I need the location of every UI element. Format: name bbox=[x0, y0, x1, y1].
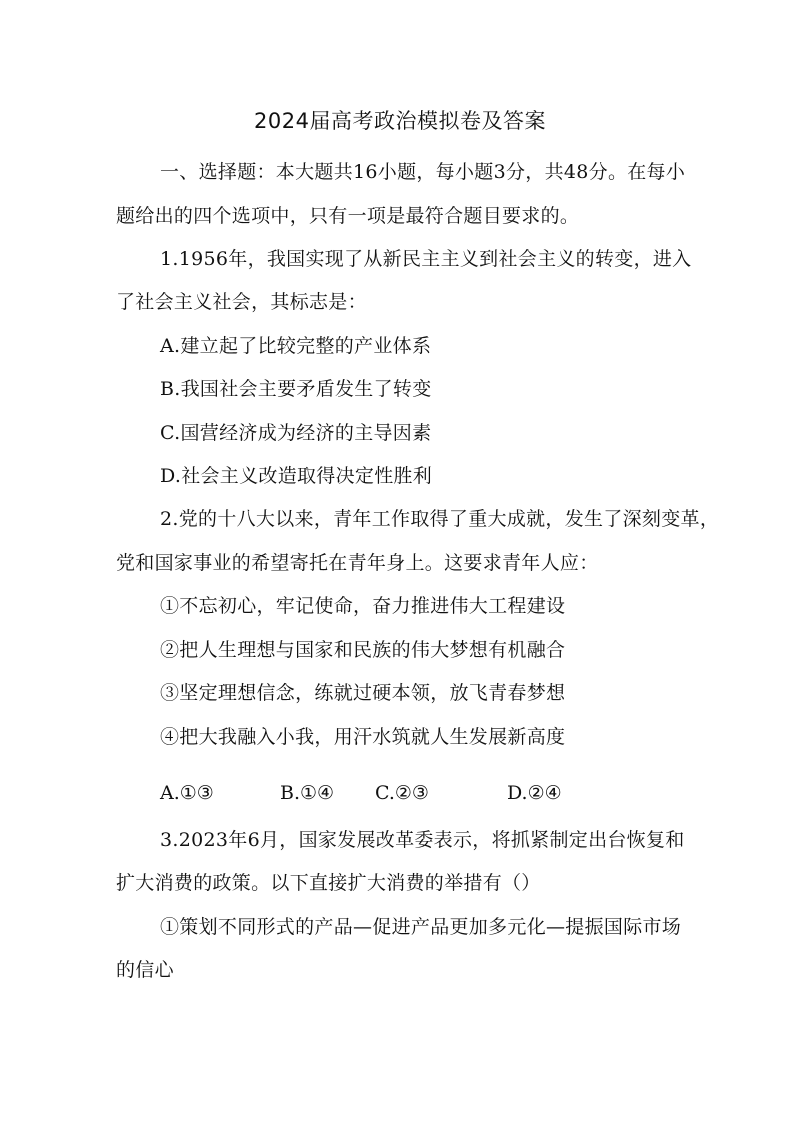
q2-answer-d: D.②④ bbox=[507, 782, 562, 804]
q3-stem-line-1: 3.2023年6月，国家发展改革委表示，将抓紧制定出台恢复和 bbox=[160, 829, 685, 851]
q2-answer-row bbox=[160, 778, 640, 808]
q2-stem-line-1: 2.党的十八大以来，青年工作取得了重大成就，发生了深刻变革， bbox=[160, 508, 720, 530]
q3-statement-1-cont: 的信心 bbox=[116, 959, 174, 981]
q1-option-a: A.建立起了比较完整的产业体系 bbox=[160, 335, 432, 357]
q2-statement-2: ②把人生理想与国家和民族的伟大梦想有机融合 bbox=[160, 639, 566, 661]
q1-stem-line-2: 了社会主义社会，其标志是： bbox=[116, 291, 367, 313]
q2-stem-line-2: 党和国家事业的希望寄托在青年身上。这要求青年人应： bbox=[116, 552, 599, 574]
q2-answer-b: B.①④ bbox=[280, 782, 335, 804]
section-intro-line-1: 一、选择题：本大题共16小题，每小题3分，共48分。在每小 bbox=[160, 161, 686, 183]
q2-statement-3: ③坚定理想信念，练就过硬本领，放飞青春梦想 bbox=[160, 682, 566, 704]
q2-statement-4: ④把大我融入小我，用汗水筑就人生发展新高度 bbox=[160, 726, 566, 748]
q1-stem-line-1: 1.1956年，我国实现了从新民主主义到社会主义的转变，进入 bbox=[160, 248, 692, 270]
section-intro-line-2: 题给出的四个选项中，只有一项是最符合题目要求的。 bbox=[116, 205, 580, 227]
q3-statement-1: ①策划不同形式的产品—促进产品更加多元化—提振国际市场 bbox=[160, 916, 682, 938]
q1-option-c: C.国营经济成为经济的主导因素 bbox=[160, 422, 432, 444]
q2-statement-1: ①不忘初心，牢记使命，奋力推进伟大工程建设 bbox=[160, 595, 566, 617]
q2-answer-c: C.②③ bbox=[375, 782, 429, 804]
q2-answer-a: A.①③ bbox=[160, 782, 214, 804]
q1-option-b: B.我国社会主要矛盾发生了转变 bbox=[160, 378, 432, 400]
q1-option-d: D.社会主义改造取得决定性胜利 bbox=[160, 465, 433, 487]
document-title: 2024届高考政治模拟卷及答案 bbox=[254, 109, 546, 133]
q3-stem-line-2: 扩大消费的政策。以下直接扩大消费的举措有（） bbox=[116, 872, 541, 894]
